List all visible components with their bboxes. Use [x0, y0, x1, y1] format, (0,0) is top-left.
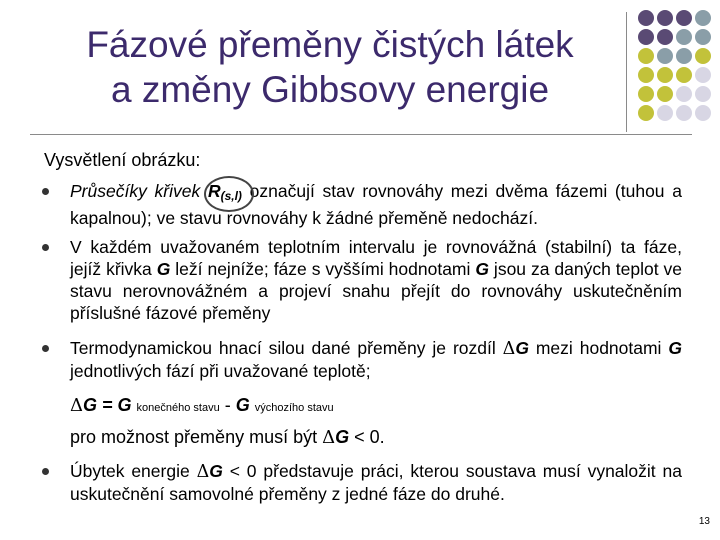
- equation-lhs: G = G: [83, 395, 132, 415]
- decor-horizontal-line: [30, 134, 692, 135]
- bullet-4: [70, 460, 682, 505]
- decor-dot: [676, 67, 692, 83]
- delta-symbol: Δ: [502, 339, 516, 359]
- equation-sub-final: konečného stavu: [136, 402, 220, 414]
- g-symbol: G: [209, 461, 223, 481]
- title-line-2: a změny Gibbsovy energie: [110, 69, 550, 110]
- g-symbol: G: [515, 338, 529, 358]
- bullet-4-text-a: Úbytek energie: [70, 461, 197, 481]
- bullet-3-text-c: jednotlivých fází při uvažované teplotě;: [70, 361, 371, 381]
- bullet-dot: [42, 244, 49, 251]
- condition-text: pro možnost přeměny musí být: [70, 427, 323, 447]
- delta-symbol: Δ: [196, 462, 210, 482]
- g-symbol: G: [335, 427, 350, 447]
- bullet-3-text-a: Termodynamickou hnací silou dané přeměny je rozdíl: [70, 338, 503, 358]
- decor-dot: [638, 86, 654, 102]
- decor-dot: [676, 48, 692, 64]
- bullet-2: [70, 236, 682, 324]
- g-symbol: G: [668, 338, 682, 358]
- decor-dot: [657, 86, 673, 102]
- bullet-2-text-a: V každém uvažovaném teplotním intervalu je rovnovážná (stabilní) ta fáze, jejíž křivka: [70, 237, 682, 279]
- circle-mark: [204, 176, 254, 212]
- title-line-1: Fázové přeměny čistých látek: [86, 24, 574, 65]
- decor-dot: [676, 29, 692, 45]
- r-subscript: (s,l): [220, 189, 242, 203]
- bullet-3-text-b: mezi hodnotami: [528, 338, 669, 358]
- bullet-1-rest: označují stav rovnováhy mezi dvěma fázemi (tuhou a kapalnou); ve stavu rovnováhy k žádné přeměně nedochází.: [70, 181, 682, 228]
- decor-dot: [695, 67, 711, 83]
- bullet-dot: [42, 468, 49, 475]
- decor-dot: [638, 29, 654, 45]
- condition-inequality: < 0.: [349, 427, 385, 447]
- bullet-1-prefix: Průsečíky křivek: [70, 181, 201, 201]
- bullet-4-text-b: < 0 představuje práci, kterou soustava musí vynaložit na uskutečnění samovolné přeměny z jedné fáze do druhé.: [70, 461, 682, 504]
- r-letter: R: [207, 181, 221, 201]
- intro-text: Vysvětlení obrázku:: [44, 150, 201, 170]
- decor-dot: [676, 105, 692, 121]
- decor-dot: [695, 86, 711, 102]
- gibbs-equation: [70, 395, 334, 416]
- decor-dot: [695, 29, 711, 45]
- condition-line: [70, 427, 385, 448]
- decor-dot: [695, 105, 711, 121]
- slide-title: [30, 22, 630, 112]
- bullet-1: [70, 180, 682, 229]
- delta-symbol: Δ: [322, 427, 336, 448]
- decor-dot: [695, 48, 711, 64]
- decor-dot: [657, 67, 673, 83]
- decor-dot: [657, 10, 673, 26]
- bullet-2-text-c: jsou za daných teplot ve stavu nerovnovážném a projeví snahu přejít do rovnováhy uskutečněním příslušné fázové přeměny: [70, 259, 683, 323]
- decor-dot: [657, 29, 673, 45]
- decor-dot: [638, 67, 654, 83]
- g-symbol: G: [235, 395, 250, 415]
- decor-dot: [657, 48, 673, 64]
- decor-dot: [638, 48, 654, 64]
- equation-sub-initial: výchozího stavu: [254, 402, 334, 414]
- g-symbol: G: [475, 259, 489, 279]
- decor-dot: [695, 10, 711, 26]
- decor-dot: [676, 86, 692, 102]
- g-symbol: G: [156, 259, 171, 279]
- bullet-3: [70, 337, 682, 382]
- decor-dot: [676, 10, 692, 26]
- page-number: 13: [698, 516, 710, 527]
- decor-dot: [638, 10, 654, 26]
- bullet-2-text-b: leží nejníže; fáze s vyššími hodnotami: [170, 259, 476, 279]
- r-symbol: [208, 180, 242, 207]
- delta-symbol: Δ: [70, 395, 83, 416]
- equation-minus: -: [219, 395, 236, 415]
- decor-dot: [638, 105, 654, 121]
- decor-vertical-line: [626, 12, 627, 132]
- bullet-dot: [42, 345, 49, 352]
- decor-dot: [657, 105, 673, 121]
- bullet-dot: [42, 188, 49, 195]
